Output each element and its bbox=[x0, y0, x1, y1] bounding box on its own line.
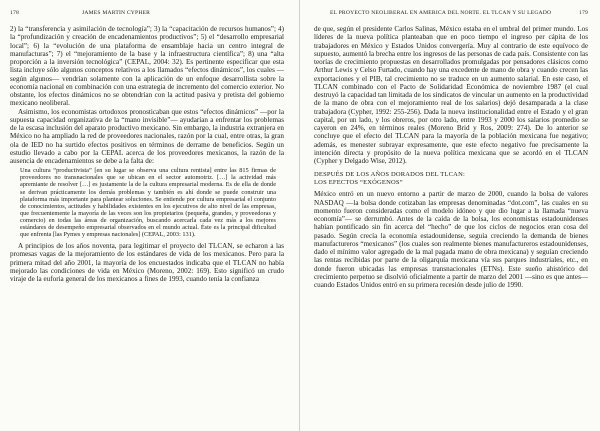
cepal-block-quote: Una cultura “productivista” [en su lugar se observa una cultura rentista] entre las 815 firmas de proveedores no transnacionales que se ubican en el sector automotriz. […] la actividad más apremiante de resolver […] es justamente la de la cultura empresarial moderna. Es de ella de donde se derivan prácticamente los demás problemas y también es ahí donde se puede construir una plataforma más importante para plantear soluciones. Se entiende por cultura empresarial el conjunto de conocimientos, actitudes y habilidades existentes en los ejecutivos de alto nivel de las empresas, que frecuentemente la mayoría de las veces son los propietarios (pequeña, grandes, y proveedoras y comercio) en todas las áreas de organización, buscando acercarla cada vez más a los mejores estándares de desempeño empresarial observados en el mundo actual. Éste es la principal dificultad que enfrenta [las Pymes y empresas nacionales] (CEPAL, 2003: 131). bbox=[20, 167, 276, 239]
right-page-header bbox=[314, 10, 588, 22]
left-page-header bbox=[10, 10, 284, 22]
left-page bbox=[10, 10, 284, 425]
left-running-head: JAMES MARTÍN CYPHER bbox=[82, 10, 151, 16]
left-paragraph-3: A principios de los años noventa, para legitimar el proyecto del TLCAN, se echaron a las promesas vagas de la mejoramiento de los estándares de vida de los mexicanos. Pero para la primera mitad del año 2001, la mayoría de los encuestados indicaba que el TLCAN no había mejorado las condiciones de vida en México (Moreno, 2002: 169). Esto significó un crudo viraje de la euforia general de los mexicanos a fines de 1993, cuando tenía la confianza bbox=[10, 242, 284, 284]
section-heading bbox=[314, 171, 588, 187]
right-page bbox=[314, 10, 588, 425]
section-heading-line-1: DESPUÉS DE LOS AÑOS DORADOS DEL TLCAN: bbox=[314, 171, 465, 179]
section-heading-line-2: LOS EFECTOS “EXÓGENOS” bbox=[314, 179, 403, 187]
left-page-number: 178 bbox=[10, 10, 19, 16]
right-running-head: EL PROYECTO NEOLIBERAL EN AMÉRICA DEL NORTE. EL TLCAN Y SU LEGADO bbox=[330, 10, 552, 16]
page-gutter bbox=[299, 0, 300, 431]
right-page-number: 179 bbox=[579, 10, 588, 16]
right-paragraph-1: de que, según el presidente Carlos Salinas, México estaba en el umbral del primer mundo. Los líderes de la nueva política planteaban que en poco tiempo el ingreso per cápita de los trabajadores en México y Estados Unidos convergería. Muy al contrario de este equívoco de supuesto, aumentó la brecha entre los ingresos de las personas de cada país. Consistente con las teorías de crecimiento propuestas en desarrollados promulgadas por pensadores clásicos como Arthur Lewis y Celso Furtado, cuando hay una excedente de mano de obra y cuando crecen las exportaciones y el PIB, tal crecimiento no se traduce en un aumento salarial. En este caso, el TLCAN combinado con el Pacto de Solidaridad Económica de noviembre 1987 (el cual destruyó la capacidad tan limitada de los sindicatos de vincular un aumento en la productividad de la mano de obra con el mejoramiento real de los salarios) dejó desamparada a la clase trabajadora (Cypher, 1992: 255-256). Dada la nueva institucionalidad entre el Estado y el gran capital, por un lado, y los obreros, por otro lado, entre 1993 y 2000 los salarios promedio se cayeron en 24%, en términos reales (Moreno Brid y Ros, 2009: 274). De lo anterior se concluye que el efecto del TLCAN para la mayoría de la población mexicana fue negativo; además, es menester subrayar expresamente, que este efecto negativo fue precisamente la intención directa y propósito de la nueva política mexicana que se acordó en el TLCAN (Cypher y Delgado Wise, 2012). bbox=[314, 25, 588, 165]
left-paragraph-2: Asimismo, los economistas ortodoxos pronosticaban que estos “efectos dinámicos” —por la supuesta capacidad organizativa de la “mano invisible”— ayudarían a enfrentar los problemas de la escasa inclusión del aparato productivo mexicano. Sin embargo, la industria extranjera en México no ha ampliado la red de proveedores nacionales, razón por la cual, entre otras, la gran ola de IED no ha surtido efectos positivos en términos de derrame de beneficios. Según un estudio llevado a cabo por la CEPAL acerca de los proveedores mexicanos, la razón de la ausencia de encadenamientos se debe a la falta de: bbox=[10, 107, 284, 165]
right-paragraph-2: México entró en un nuevo entorno a partir de marzo de 2000, cuando la bolsa de valores NASDAQ —la bolsa donde cotizaban las empresas denominadas “dot.com”, las cuales en su momento fueron consideradas como el modelo idóneo y que dio lugar a la llamada “nueva economía”— se derrumbó. Antes de la caída de la bolsa, los economistas estadounidenses habían pontificado sin fin acerca del “hecho” de que los ciclos de negocios eran cosa del pasado. Según crecía la economía estadounidense, seguía creciendo la demanda de bienes manufactureros “mexicanos” (los cuales son realmente bienes manufactureros estadounidenses, dado el mínimo valor agregado de la mal pagada mano de obra mexicana) y seguían creciendo las rentas recibidas por parte de la oligarquía mexicana vía sus parques industriales, etc., en donde fueron ubicadas las empresas transnacionales (ETNs). Este sueño ahistórico del crecimiento perpetuo se disolvió oficialmente a partir de marzo del 2001 —sino es que antes— cuando Estados Unidos entró en su primera recesión desde julio de 1990. bbox=[314, 190, 588, 289]
left-paragraph-1: 2) la “transferencia y asimilación de tecnología”; 3) la “capacitación de recursos humanos”; 4) la “profundización y creación de encadenamientos productivos”; 5) el “desarrollo empresarial local”; 6) la “evolución de una plataforma de ensamblaje hacia un centro integral de manufacturas”; 7) el “mejoramiento de la base y la infraestructura científica”; 8) una “alta proporción a la inversión tecnológica” (CEPAL, 2004: 32). Es pertinente especificar que esta lista incluye sólo algunos conceptos relativos a los llamados “efectos dinámicos”, los cuales —según algunos— vendrían solamente con la aplicación de un enfoque desarrollista sobre la economía nacional en combinación con una estrategia de incremento del comercio exterior. No obstante, los efectos dinámicos no se obtendrían con la actitud pasiva y pretista del gobierno mexicano neoliberal. bbox=[10, 25, 284, 108]
